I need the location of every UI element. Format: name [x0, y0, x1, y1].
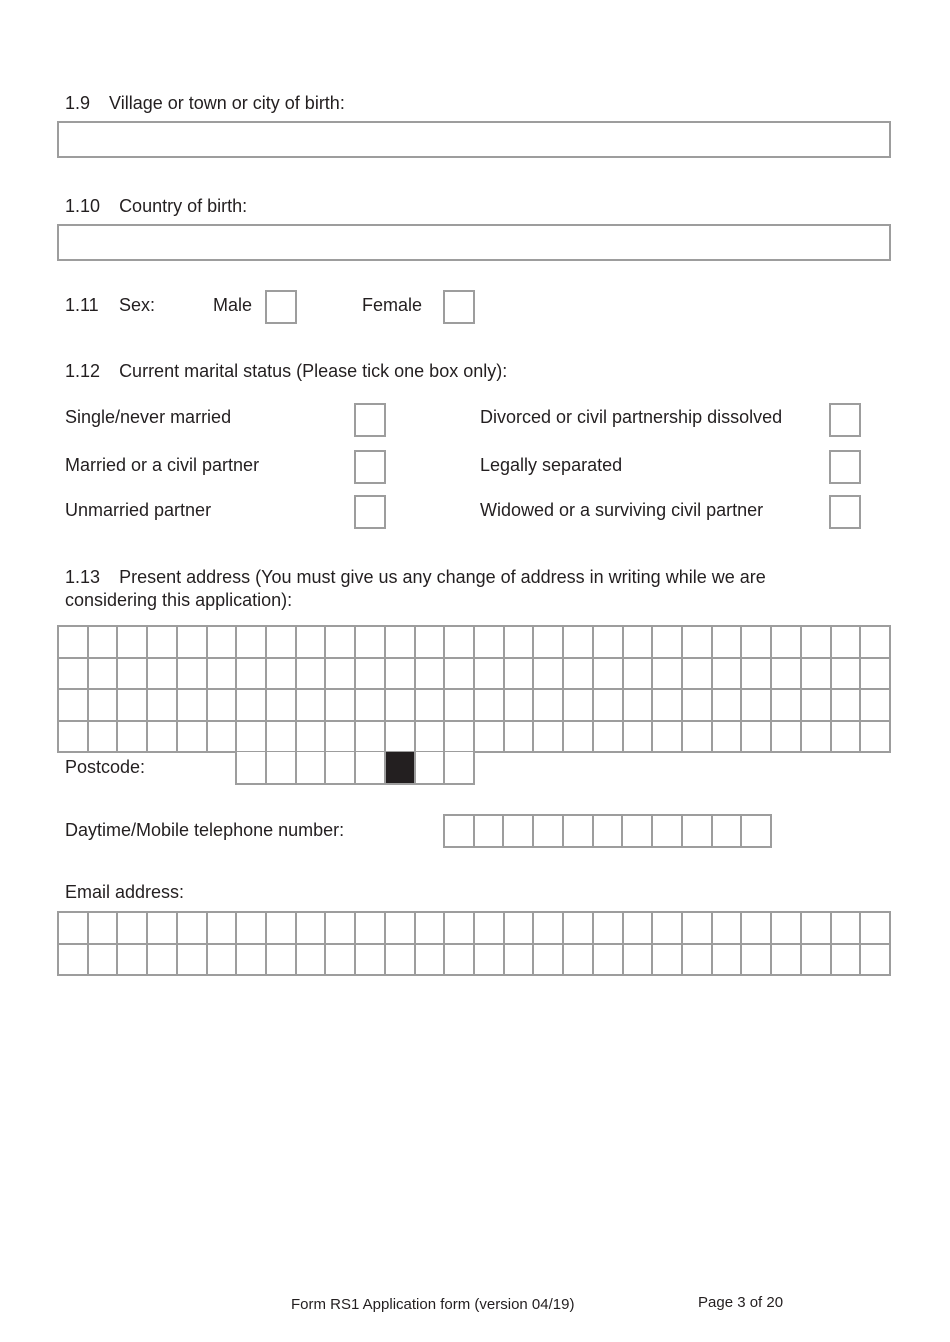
email-char-box[interactable] [564, 945, 594, 977]
email-char-box[interactable] [89, 945, 119, 977]
email-char-box[interactable] [178, 913, 208, 945]
email-label: Email address: [65, 882, 185, 902]
postcode-label: Postcode: [65, 757, 146, 777]
marital-divorced-checkbox[interactable] [829, 403, 861, 437]
marital-widowed-checkbox[interactable] [829, 495, 861, 529]
address-char-box[interactable] [475, 722, 505, 754]
email-char-box[interactable] [178, 945, 208, 977]
address-char-box[interactable] [742, 690, 772, 722]
email-char-box[interactable] [742, 913, 772, 945]
address-char-box[interactable] [297, 659, 327, 691]
address-char-box[interactable] [505, 659, 535, 691]
email-char-box[interactable] [713, 913, 743, 945]
address-char-box[interactable] [267, 659, 297, 691]
address-char-box[interactable] [683, 627, 713, 659]
q1-10-label: Country of birth: [119, 196, 248, 216]
address-char-box[interactable] [713, 659, 743, 691]
marital-option-label: Widowed or a surviving civil partner [480, 500, 764, 520]
telephone-char-box[interactable] [653, 816, 683, 848]
address-char-box[interactable] [683, 659, 713, 691]
marital-option-label: Legally separated [480, 455, 623, 475]
address-char-box[interactable] [802, 690, 832, 722]
q1-11-label: Sex: [119, 295, 156, 315]
email-char-box[interactable] [505, 913, 535, 945]
email-char-box[interactable] [89, 913, 119, 945]
postcode-char-box[interactable] [267, 752, 297, 785]
address-char-box[interactable] [713, 722, 743, 754]
address-char-box[interactable] [594, 690, 624, 722]
address-char-box[interactable] [386, 722, 416, 754]
email-char-box[interactable] [445, 913, 475, 945]
telephone-grid[interactable] [443, 814, 772, 848]
address-char-box[interactable] [326, 659, 356, 691]
address-char-box[interactable] [861, 690, 891, 722]
address-char-box[interactable] [475, 627, 505, 659]
postcode-char-box[interactable] [237, 752, 267, 785]
address-char-box[interactable] [59, 627, 89, 659]
address-char-box[interactable] [653, 722, 683, 754]
birthplace-field[interactable] [57, 121, 891, 158]
sex-male-checkbox[interactable] [265, 290, 297, 324]
telephone-char-box[interactable] [594, 816, 624, 848]
address-char-box[interactable] [237, 659, 267, 691]
address-char-box[interactable] [178, 722, 208, 754]
address-char-box[interactable] [713, 627, 743, 659]
email-char-box[interactable] [267, 945, 297, 977]
footer-page-number: Page 3 of 20 [698, 1294, 784, 1311]
address-char-box[interactable] [118, 627, 148, 659]
email-char-box[interactable] [802, 945, 832, 977]
address-char-box[interactable] [742, 627, 772, 659]
address-char-box[interactable] [326, 627, 356, 659]
address-char-box[interactable] [356, 659, 386, 691]
address-char-box[interactable] [772, 690, 802, 722]
email-char-box[interactable] [208, 913, 238, 945]
email-char-box[interactable] [267, 913, 297, 945]
footer-form-name: Form RS1 Application form (version 04/19) [291, 1296, 575, 1313]
address-char-box[interactable] [653, 659, 683, 691]
telephone-char-box[interactable] [742, 816, 772, 848]
telephone-char-box[interactable] [713, 816, 743, 848]
address-char-box[interactable] [326, 722, 356, 754]
q1-13-heading [65, 566, 766, 588]
email-char-box[interactable] [861, 913, 891, 945]
telephone-char-box[interactable] [504, 816, 534, 848]
email-char-box[interactable] [416, 945, 446, 977]
marital-married-checkbox[interactable] [354, 450, 386, 484]
address-char-box[interactable] [386, 690, 416, 722]
address-char-box[interactable] [564, 659, 594, 691]
email-char-box[interactable] [505, 945, 535, 977]
address-char-box[interactable] [624, 659, 654, 691]
email-char-box[interactable] [297, 913, 327, 945]
address-char-box[interactable] [386, 659, 416, 691]
email-char-box[interactable] [326, 945, 356, 977]
email-char-box[interactable] [653, 913, 683, 945]
address-char-box[interactable] [59, 722, 89, 754]
marital-option-label: Married or a civil partner [65, 455, 260, 475]
country-of-birth-field[interactable] [57, 224, 891, 261]
address-char-box[interactable] [772, 722, 802, 754]
address-char-box[interactable] [861, 627, 891, 659]
address-char-box[interactable] [237, 627, 267, 659]
address-char-box[interactable] [832, 690, 862, 722]
q1-11-number: 1.11 [65, 295, 99, 315]
address-char-box[interactable] [416, 627, 446, 659]
address-char-box[interactable] [148, 627, 178, 659]
address-char-box[interactable] [89, 659, 119, 691]
sex-female-checkbox[interactable] [443, 290, 475, 324]
email-char-box[interactable] [386, 945, 416, 977]
address-char-box[interactable] [237, 722, 267, 754]
address-char-box[interactable] [445, 627, 475, 659]
email-char-box[interactable] [742, 945, 772, 977]
q1-13-label-line2: considering this application): [65, 590, 293, 610]
email-char-box[interactable] [713, 945, 743, 977]
email-char-box[interactable] [237, 913, 267, 945]
address-char-box[interactable] [267, 627, 297, 659]
address-char-box[interactable] [208, 722, 238, 754]
address-char-box[interactable] [148, 690, 178, 722]
address-char-box[interactable] [445, 722, 475, 754]
email-char-box[interactable] [534, 913, 564, 945]
marital-separated-checkbox[interactable] [829, 450, 861, 484]
address-char-box[interactable] [505, 627, 535, 659]
address-char-box[interactable] [534, 627, 564, 659]
email-char-box[interactable] [832, 913, 862, 945]
q1-13-label-line1: Present address (You must give us any change of address in writing while we are [119, 567, 766, 587]
email-char-box[interactable] [594, 945, 624, 977]
email-char-box[interactable] [475, 945, 505, 977]
email-char-box[interactable] [118, 913, 148, 945]
address-char-box[interactable] [742, 722, 772, 754]
q1-9-label: Village or town or city of birth: [109, 93, 345, 113]
email-char-box[interactable] [832, 945, 862, 977]
email-char-box[interactable] [624, 913, 654, 945]
email-char-box[interactable] [59, 945, 89, 977]
email-char-box[interactable] [356, 945, 386, 977]
address-char-box[interactable] [772, 627, 802, 659]
postcode-char-box[interactable] [297, 752, 327, 785]
address-char-box[interactable] [118, 690, 148, 722]
address-char-box[interactable] [832, 627, 862, 659]
address-char-box[interactable] [653, 627, 683, 659]
address-char-box[interactable] [356, 627, 386, 659]
address-char-box[interactable] [832, 659, 862, 691]
address-char-box[interactable] [416, 690, 446, 722]
email-char-box[interactable] [297, 945, 327, 977]
address-char-box[interactable] [237, 690, 267, 722]
address-char-box[interactable] [148, 722, 178, 754]
email-char-box[interactable] [564, 913, 594, 945]
address-char-box[interactable] [832, 722, 862, 754]
email-char-box[interactable] [594, 913, 624, 945]
address-char-box[interactable] [356, 690, 386, 722]
address-char-box[interactable] [208, 659, 238, 691]
sex-male-label: Male [213, 295, 253, 315]
address-char-box[interactable] [683, 690, 713, 722]
address-char-box[interactable] [178, 659, 208, 691]
address-char-box[interactable] [624, 627, 654, 659]
email-char-box[interactable] [653, 945, 683, 977]
q1-12-number: 1.12 [65, 361, 101, 381]
q1-10-heading [65, 195, 247, 217]
telephone-char-box[interactable] [475, 816, 505, 848]
telephone-char-box[interactable] [623, 816, 653, 848]
telephone-char-box[interactable] [534, 816, 564, 848]
q1-13-number: 1.13 [65, 567, 101, 587]
address-char-box[interactable] [267, 722, 297, 754]
email-char-box[interactable] [445, 945, 475, 977]
postcode-char-box[interactable] [416, 752, 446, 785]
address-char-box[interactable] [802, 659, 832, 691]
email-char-box[interactable] [534, 945, 564, 977]
email-char-box[interactable] [386, 913, 416, 945]
address-char-box[interactable] [356, 722, 386, 754]
marital-option-label: Divorced or civil partnership dissolved [480, 407, 783, 427]
address-char-box[interactable] [534, 722, 564, 754]
address-char-box[interactable] [594, 659, 624, 691]
q1-10-number: 1.10 [65, 196, 101, 216]
address-char-box[interactable] [802, 722, 832, 754]
address-grid[interactable] [57, 625, 891, 753]
address-char-box[interactable] [326, 690, 356, 722]
address-char-box[interactable] [148, 659, 178, 691]
address-char-box[interactable] [772, 659, 802, 691]
address-char-box[interactable] [653, 690, 683, 722]
address-char-box[interactable] [208, 690, 238, 722]
address-char-box[interactable] [624, 722, 654, 754]
email-char-box[interactable] [475, 913, 505, 945]
address-char-box[interactable] [564, 722, 594, 754]
address-char-box[interactable] [59, 659, 89, 691]
address-char-box[interactable] [564, 690, 594, 722]
address-char-box[interactable] [594, 627, 624, 659]
email-char-box[interactable] [148, 945, 178, 977]
address-char-box[interactable] [416, 722, 446, 754]
address-char-box[interactable] [445, 659, 475, 691]
address-char-box[interactable] [534, 690, 564, 722]
address-char-box[interactable] [297, 627, 327, 659]
address-char-box[interactable] [416, 659, 446, 691]
address-char-box[interactable] [89, 722, 119, 754]
email-char-box[interactable] [683, 945, 713, 977]
address-char-box[interactable] [564, 627, 594, 659]
address-char-box[interactable] [713, 690, 743, 722]
address-char-box[interactable] [59, 690, 89, 722]
email-char-box[interactable] [59, 913, 89, 945]
q1-12-label: Current marital status (Please tick one box only): [119, 361, 508, 381]
marital-unmarried-checkbox[interactable] [354, 495, 386, 529]
q1-9-heading [65, 92, 345, 114]
postcode-char-box[interactable] [326, 752, 356, 785]
sex-female-label: Female [362, 295, 423, 315]
marital-single-checkbox[interactable] [354, 403, 386, 437]
q1-12-heading [65, 360, 507, 382]
email-char-box[interactable] [326, 913, 356, 945]
address-char-box[interactable] [118, 722, 148, 754]
address-char-box[interactable] [475, 690, 505, 722]
address-char-box[interactable] [445, 690, 475, 722]
address-char-box[interactable] [267, 690, 297, 722]
address-char-box[interactable] [683, 722, 713, 754]
address-char-box[interactable] [386, 627, 416, 659]
address-char-box[interactable] [297, 722, 327, 754]
address-char-box[interactable] [89, 690, 119, 722]
address-char-box[interactable] [802, 627, 832, 659]
address-char-box[interactable] [178, 627, 208, 659]
address-char-box[interactable] [475, 659, 505, 691]
address-char-box[interactable] [505, 722, 535, 754]
telephone-char-box[interactable] [445, 816, 475, 848]
telephone-label: Daytime/Mobile telephone number: [65, 820, 345, 840]
q1-9-number: 1.9 [65, 93, 91, 113]
email-char-box[interactable] [772, 913, 802, 945]
telephone-char-box[interactable] [564, 816, 594, 848]
address-char-box[interactable] [118, 659, 148, 691]
address-char-box[interactable] [534, 659, 564, 691]
address-char-box[interactable] [861, 659, 891, 691]
email-char-box[interactable] [356, 913, 386, 945]
telephone-char-box[interactable] [683, 816, 713, 848]
email-char-box[interactable] [683, 913, 713, 945]
email-char-box[interactable] [772, 945, 802, 977]
email-char-box[interactable] [237, 945, 267, 977]
address-char-box[interactable] [742, 659, 772, 691]
postcode-separator-box [386, 752, 416, 785]
email-char-box[interactable] [416, 913, 446, 945]
address-char-box[interactable] [861, 722, 891, 754]
address-char-box[interactable] [178, 690, 208, 722]
address-char-box[interactable] [297, 690, 327, 722]
address-char-box[interactable] [624, 690, 654, 722]
email-char-box[interactable] [148, 913, 178, 945]
email-char-box[interactable] [802, 913, 832, 945]
address-char-box[interactable] [594, 722, 624, 754]
email-char-box[interactable] [624, 945, 654, 977]
email-char-box[interactable] [208, 945, 238, 977]
postcode-char-box[interactable] [445, 752, 475, 785]
marital-option-label: Single/never married [65, 407, 232, 427]
postcode-grid[interactable] [235, 752, 475, 785]
email-char-box[interactable] [861, 945, 891, 977]
address-char-box[interactable] [89, 627, 119, 659]
email-char-box[interactable] [118, 945, 148, 977]
email-grid[interactable] [57, 911, 891, 976]
marital-option-label: Unmarried partner [65, 500, 212, 520]
postcode-char-box[interactable] [356, 752, 386, 785]
address-char-box[interactable] [505, 690, 535, 722]
address-char-box[interactable] [208, 627, 238, 659]
